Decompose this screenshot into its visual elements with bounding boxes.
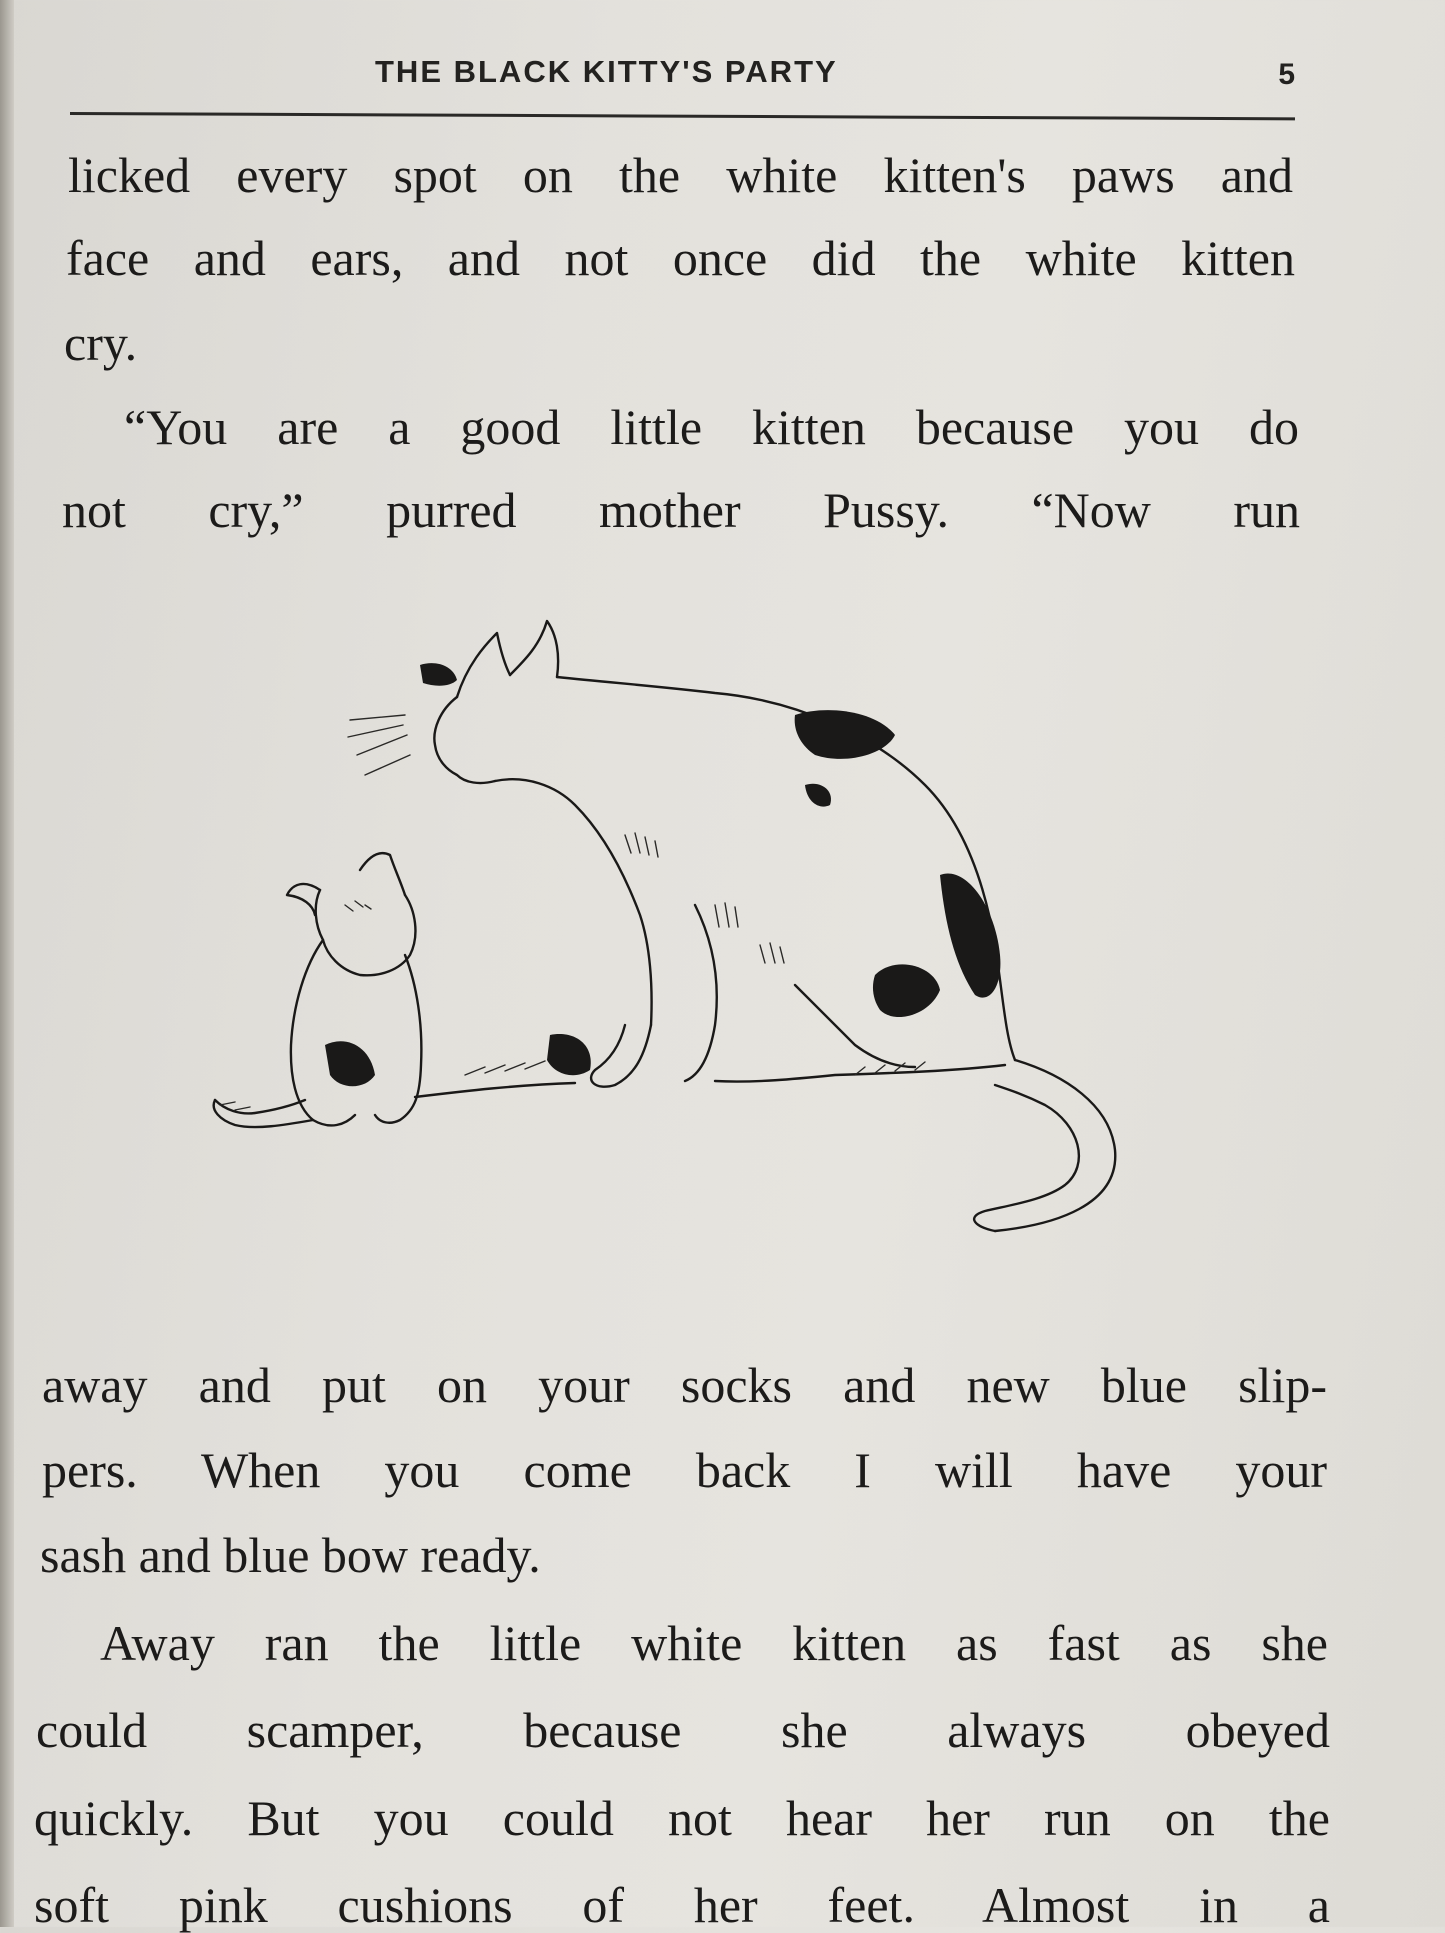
running-head xyxy=(70,50,1295,100)
text-line: face and ears, and not once did the white kitten xyxy=(66,230,1295,286)
text-line: away and put on your socks and new blue slip- xyxy=(42,1357,1327,1413)
text-line: quickly. But you could not hear her run on the xyxy=(34,1790,1330,1846)
text-line: pers. When you come back I will have your xyxy=(42,1442,1327,1498)
mother-cat-licking-kitten-illustration xyxy=(195,605,1185,1275)
header-rule xyxy=(70,112,1295,120)
page-number: 5 xyxy=(1278,58,1295,91)
page-edge xyxy=(0,0,14,1927)
text-line: sash and blue bow ready. xyxy=(40,1527,541,1583)
text-line: cry. xyxy=(64,315,138,371)
running-title: THE BLACK KITTY'S PARTY xyxy=(375,54,838,89)
text-line: “You are a good little kitten because you do xyxy=(124,399,1299,455)
text-line: licked every spot on the white kitten's paws and xyxy=(68,147,1293,203)
text-line: could scamper, because she always obeyed xyxy=(36,1702,1330,1758)
text-line: Away ran the little white kitten as fast as she xyxy=(100,1615,1328,1671)
text-line: not cry,” purred mother Pussy. “Now run xyxy=(62,482,1300,538)
text-line: soft pink cushions of her feet. Almost in a xyxy=(34,1877,1330,1933)
